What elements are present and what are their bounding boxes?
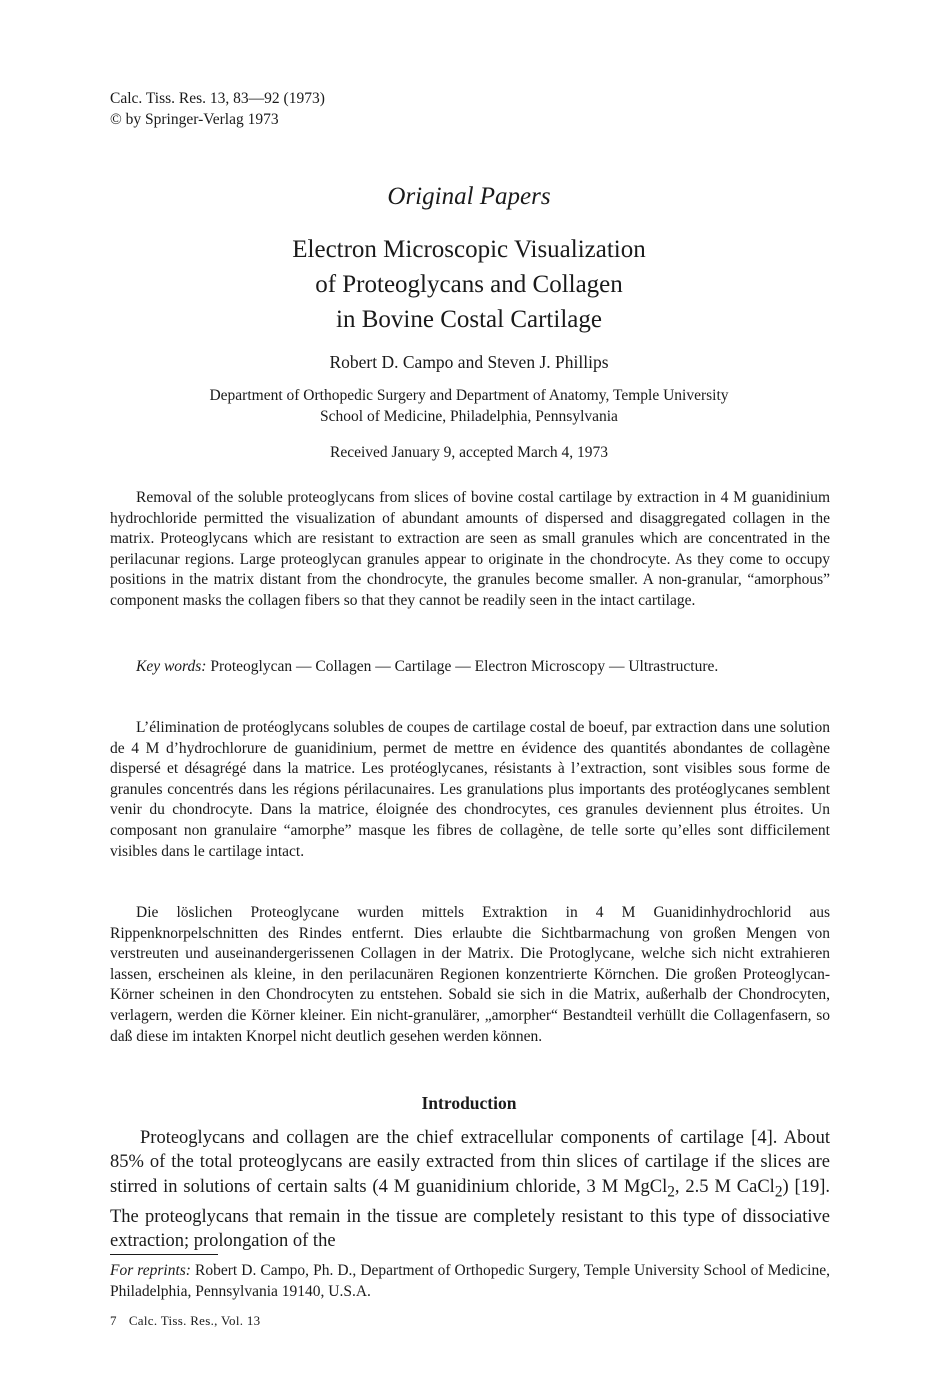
title-line-3: in Bovine Costal Cartilage (336, 306, 602, 333)
intro-subscript-2: 2 (774, 1183, 783, 1201)
introduction-heading: Introduction (421, 1093, 517, 1113)
reprints-footnote (110, 1261, 830, 1302)
author-list: Robert D. Campo and Steven J. Phillips (329, 352, 609, 372)
abstract-french (110, 718, 830, 862)
introduction-paragraph (110, 1126, 830, 1254)
footnote-label: For reprints: (110, 1262, 191, 1279)
title-line-2: of Proteoglycans and Collagen (315, 271, 623, 298)
intro-text-part-1: Proteoglycans and collagen are the chief extracellular components of cartilage [4]. About 85% of the total proteoglycans are easily extracted from thin slices of cartilage if the slices are stirred in solutions of certain salts (4 M guanidinium chloride, 3 M MgCl (110, 1128, 830, 1197)
intro-subscript-1: 2 (667, 1183, 675, 1201)
folio-journal: Calc. Tiss. Res., Vol. 13 (128, 1313, 261, 1328)
section-label: Original Papers (387, 183, 551, 210)
title-line-1: Electron Microscopic Visualization (292, 236, 646, 263)
abstract-english-text: Removal of the soluble proteoglycans from slices of bovine costal cartilage by extraction in 4 M guanidinium hydrochloride permitted the visualization of abundant amounts of dispersed and disaggregated collagen in the matrix. Proteoglycans which are resistant to extraction are seen as small granules which are concentrated in the perilacunar regions. Large proteoglycan granules appear to originate in the chondrocyte. As they come to occupy positions in the matrix distant from the chondrocyte, the granules become smaller. A non-granular, “amorphous” component masks the collagen fibers so that they cannot be readily seen in the intact cartilage. (110, 489, 830, 609)
intro-text-part-3: ) [19]. The proteoglycans that remain in the tissue are completely resistant to this type of dissociative extraction; prolongation of the (110, 1176, 831, 1252)
keywords-label: Key words: (136, 658, 207, 675)
article-title (0, 232, 938, 337)
page-folio (110, 1313, 260, 1329)
journal-header (110, 88, 325, 130)
journal-citation: Calc. Tiss. Res. 13, 83—92 (1973) (110, 90, 325, 107)
keywords (110, 657, 830, 678)
footnote-rule (110, 1254, 218, 1255)
footnote-text: Robert D. Campo, Ph. D., Department of Orthopedic Surgery, Temple University School of Medicine, Philadelphia, Pennsylvania 19140, U.S.A. (110, 1262, 830, 1300)
abstract-english (110, 488, 830, 612)
received-date: Received January 9, accepted March 4, 1973 (329, 444, 609, 461)
affiliation-line-1: Department of Orthopedic Surgery and Department of Anatomy, Temple University (209, 387, 729, 404)
abstract-german-text: Die löslichen Proteoglycane wurden mittels Extraktion in 4 M Guanidinhydrochlorid aus Rippenknorpelschnitten des Rindes entfernt. Dies erlaubte die Sichtbarmachung von großen Mengen von verstreuten und auseinandergerissenen Collagen in der Matrix. Die Protoglycane, welche sich nicht extrahieren lassen, erscheinen als kleine, in den perilacunären Regionen konzentrierte Körnchen. Die großen Proteoglycan-Körner scheinen in den Chondrocyten zu entstehen. Sobald sie sich in die Matrix, außerhalb der Chondrocyten, verlagern, werden die Körner kleiner. Ein nicht-granulärer, „amorpher“ Bestandteil verhüllt die Collagenfasern, so daß diese im intakten Knorpel nicht deutlich gesehen werden können. (110, 904, 830, 1045)
copyright-line: © by Springer-Verlag 1973 (110, 111, 279, 128)
abstract-german (110, 903, 830, 1047)
affiliation (60, 386, 878, 427)
intro-text-part-2: , 2.5 M CaCl (674, 1176, 775, 1197)
keywords-text: Proteoglycan — Collagen — Cartilage — Electron Microscopy — Ultrastructure. (210, 658, 719, 675)
folio-number: 7 (110, 1313, 117, 1328)
affiliation-line-2: School of Medicine, Philadelphia, Pennsylvania (320, 407, 618, 425)
abstract-french-text: L’élimination de protéoglycans solubles de coupes de cartilage costal de boeuf, par extraction dans une solution de 4 M d’hydrochlorure de guanidinium, permet de mettre en évidence des quantités abondantes de collagène dispersé et désagrégé dans la matrice. Les protéoglycanes, résistants à l’extraction, sont visibles sous forme de granules concentrés dans les régions périlacunaires. Les granulations plus importants des protéoglycanes semblent venir du chondrocyte. Dans la matrice, éloignée des chondrocytes, ces granules deviennent plus étroites. Un composant non granulaire “amorphe” masque les fibres de collagène, de telle sorte qu’elles sont difficilement visibles dans le cartilage intact. (110, 719, 830, 860)
